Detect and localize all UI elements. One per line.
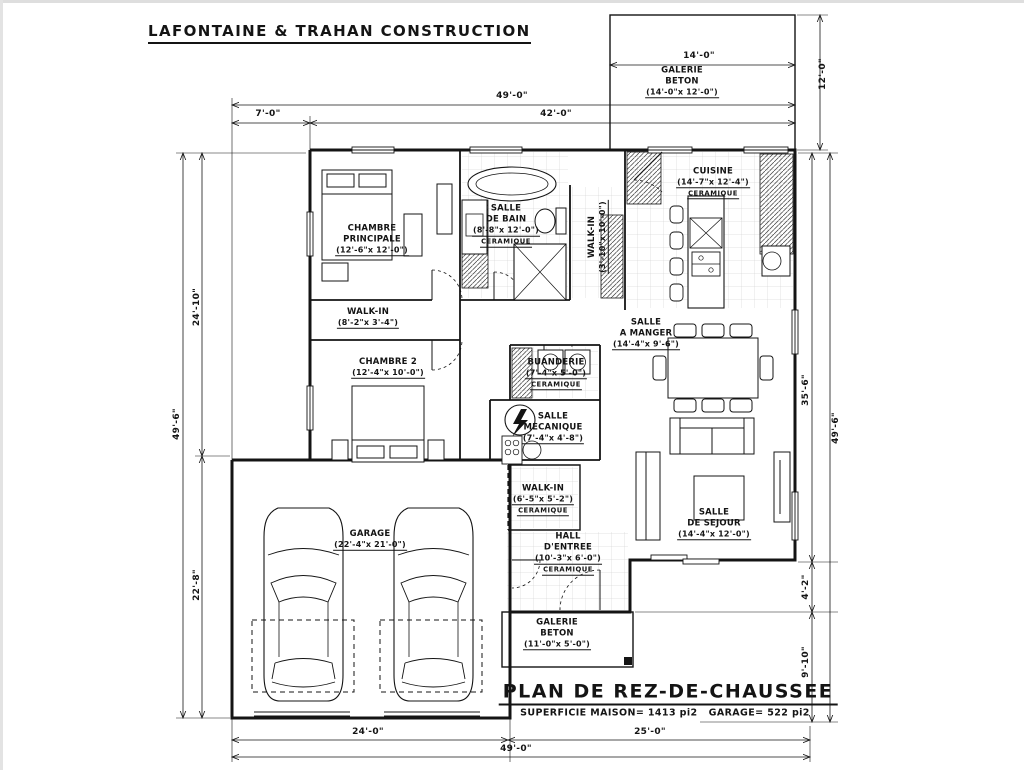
label-cuisine: CUISINE (14'-7"x 12'-4") CERAMIQUE — [677, 166, 749, 198]
chair-icon — [674, 399, 696, 412]
company-title: LAFONTAINE & TRAHAN CONSTRUCTION — [148, 22, 531, 44]
label-garage: GARAGE (22'-4"x 21'-0") — [333, 529, 407, 551]
label-galerie-bas: GALERIE BETON (11'-0"x 5'-0") — [523, 617, 591, 650]
plan-title: PLAN DE REZ-DE-CHAUSSEE — [499, 681, 838, 706]
label-chambre-principale: CHAMBRE PRINCIPALE (12'-6"x 12'-0") — [335, 223, 409, 256]
label-salle-a-manger: SALLE A MANGER (14'-4"x 9'-6") — [612, 317, 680, 350]
nightstand — [322, 263, 348, 281]
dim-top-left: 7'-0" — [255, 109, 281, 119]
toilet-tank — [556, 208, 566, 234]
dim-right-upper: 35'-6" — [801, 374, 811, 406]
chair-icon — [702, 399, 724, 412]
dim-left-lower: 22'-8" — [192, 569, 202, 601]
dim-right-total: 49'-6" — [831, 412, 841, 444]
label-salle-de-bain: SALLE DE BAIN (8'-8"x 12'-0") CERAMIQUE — [473, 203, 539, 247]
chaise-icon — [636, 452, 660, 540]
label-walk-in-hall: WALK-IN (6'-5"x 5'-2") CERAMIQUE — [512, 483, 574, 515]
dim-galerie-width: 14'-0" — [683, 51, 715, 61]
chair-icon — [730, 399, 752, 412]
plan-superficie: SUPERFICIE MAISON= 1413 pi2 GARAGE= 522 pi2 — [520, 707, 810, 719]
dim-right-mid: 4'-2" — [801, 574, 811, 600]
label-galerie-haut: GALERIE BETON (14'-0"x 12'-0") — [645, 65, 719, 98]
stool-icon — [670, 258, 683, 275]
label-walk-in-principale: WALK-IN (8'-2"x 3'-4") — [337, 307, 399, 329]
armoire — [437, 184, 452, 234]
dim-top-main: 42'-0" — [540, 109, 572, 119]
dim-bottom-left: 24'-0" — [352, 727, 384, 737]
stool-icon — [670, 232, 683, 249]
label-salle-mecanique: SALLE MECANIQUE (7'-4"x 4'-8") — [522, 411, 584, 444]
mechanical-unit — [502, 436, 522, 464]
dim-bottom-right: 25'-0" — [634, 727, 666, 737]
dim-left-upper: 24'-10" — [192, 287, 202, 327]
dim-right-lower: 9'-10" — [801, 646, 811, 678]
dim-left-total: 49'-6" — [172, 408, 182, 440]
corner-sink-icon — [763, 252, 781, 270]
label-salle-de-sejour: SALLE DE SEJOUR (14'-4"x 12'-0") — [677, 507, 751, 540]
label-hall-entree: HALL D'ENTREE (10'-3"x 6'-0") CERAMIQUE — [535, 531, 601, 575]
chair-icon — [760, 356, 773, 380]
dining-table — [668, 338, 758, 398]
galerie-step-marker — [624, 657, 632, 665]
stool-icon — [670, 206, 683, 223]
dim-bottom-total: 49'-0" — [500, 744, 532, 754]
chair-icon — [702, 324, 724, 337]
chair-icon — [730, 324, 752, 337]
stool-icon — [670, 284, 683, 301]
tv-console — [774, 452, 790, 522]
bed-2 — [332, 386, 444, 462]
label-chambre-2: CHAMBRE 2 (12'-4"x 10'-0") — [351, 357, 425, 379]
chair-icon — [653, 356, 666, 380]
dim-top-total: 49'-0" — [496, 91, 528, 101]
label-buanderie: BUANDERIE (7'-4"x 5'-0") CERAMIQUE — [525, 357, 587, 389]
dim-galerie-depth: 12'-0" — [818, 58, 828, 90]
label-walk-in-bain: WALK-IN (3'-10"x 10'-0") — [587, 200, 609, 274]
